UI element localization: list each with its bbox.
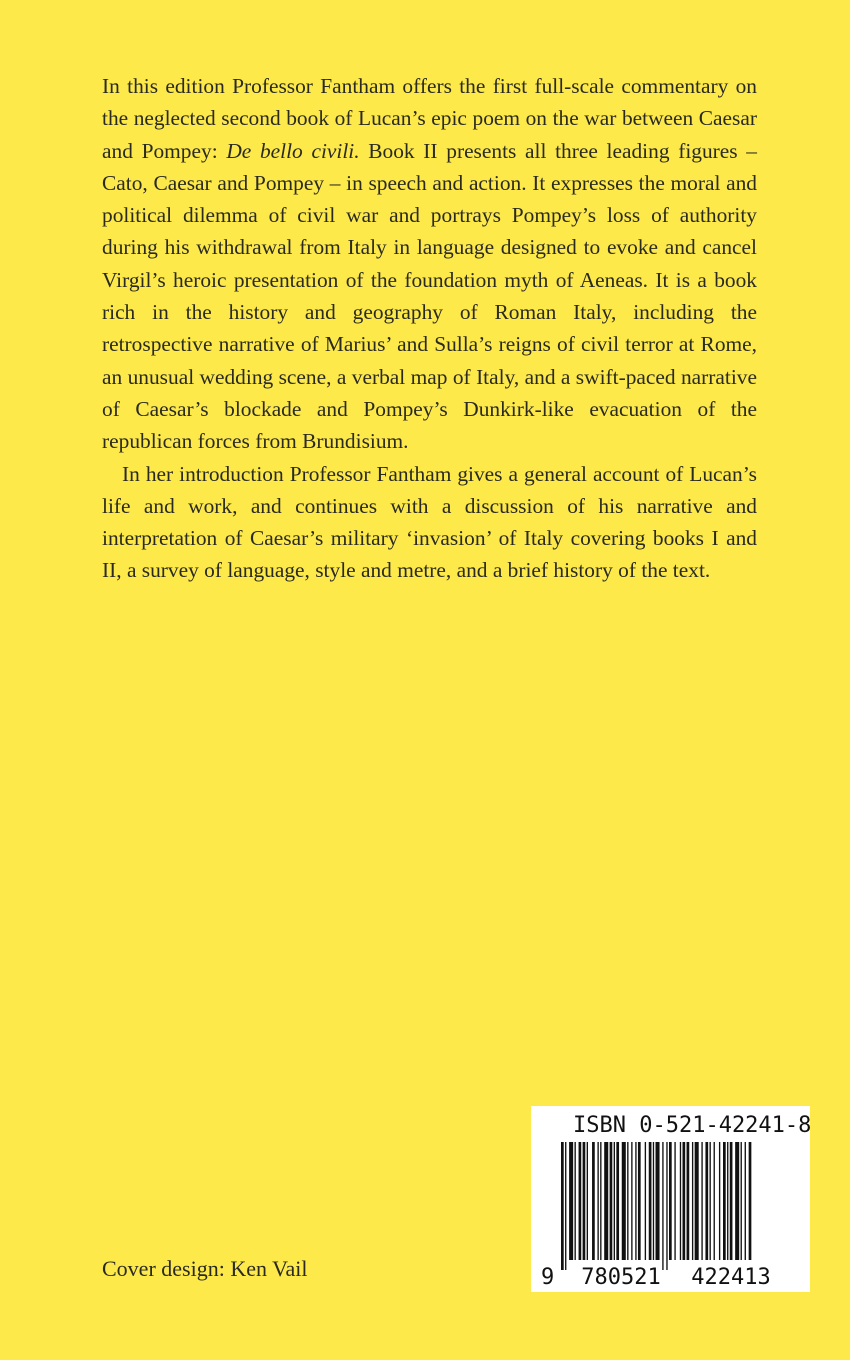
barcode-bar	[730, 1142, 733, 1260]
barcode-bar	[669, 1142, 672, 1260]
barcode-bar	[723, 1142, 726, 1260]
barcode-bar	[575, 1142, 576, 1260]
description-p1-intro: In this edition Professor Fantham offers the first full-scale commentary on the neglected second book of Lucan’s epic poem on the war between Caesar and Pompey:	[102, 74, 757, 163]
back-cover-description	[102, 70, 757, 587]
barcode-bar	[710, 1142, 711, 1260]
barcode-bar	[631, 1142, 632, 1260]
barcode-bar	[645, 1142, 646, 1260]
barcode-digits-left: 780521	[581, 1265, 661, 1290]
barcode-bar	[635, 1142, 636, 1260]
barcode-bar	[561, 1142, 564, 1270]
barcode-bar	[692, 1142, 693, 1260]
description-p1-rest: Book II presents all three leading figures – Cato, Caesar and Pompey – in speech and action. It expresses the moral and political dilemma of civil war and portrays Pompey’s loss of authority during his withdrawal from Italy in language designed to evoke and cancel Virgil’s heroic presentation of the foundation myth of Aeneas. It is a book rich in the history and geography of Roman Italy, including the retrospective narrative of Marius’ and Sulla’s reigns of civil terror at Rome, an unusual wedding scene, a verbal map of Italy, and a swift-paced narrative of Caesar’s blockade and Pompey’s Dunkirk-like evacuation of the republican forces from Brundisium.	[102, 138, 757, 454]
barcode-bar	[600, 1142, 601, 1260]
barcode-bar	[695, 1142, 699, 1260]
barcode-digits-right: 422413	[691, 1265, 771, 1290]
barcode-bar	[683, 1142, 686, 1260]
barcode-bar	[653, 1142, 654, 1260]
barcode-digit-lead: 9	[541, 1265, 555, 1290]
barcode-bar	[735, 1142, 739, 1260]
barcode-bar	[714, 1142, 715, 1260]
cover-design-credit: Cover design: Ken Vail	[102, 1256, 308, 1281]
barcode-bar	[610, 1142, 613, 1260]
barcode-bar	[622, 1142, 626, 1260]
barcode-bar	[565, 1142, 566, 1270]
barcode-bar	[569, 1142, 573, 1260]
barcode-bar	[749, 1142, 752, 1260]
isbn-label: ISBN 0-521-42241-8	[573, 1113, 812, 1138]
work-title: De bello civili.	[226, 138, 360, 163]
barcode-bar	[656, 1142, 660, 1260]
barcode-bars	[561, 1142, 751, 1270]
barcode-bar	[674, 1142, 675, 1260]
barcode-bar	[587, 1142, 588, 1260]
barcode-bar	[741, 1142, 742, 1260]
barcode-bar	[583, 1142, 586, 1260]
barcode-bar	[745, 1142, 746, 1260]
barcode-bar	[649, 1142, 652, 1260]
barcode-bar	[687, 1142, 690, 1260]
barcode-bar	[701, 1142, 702, 1260]
barcode-bar	[592, 1142, 595, 1260]
barcode-bar	[614, 1142, 615, 1260]
barcode-bar	[604, 1142, 608, 1260]
barcode-bar	[666, 1142, 667, 1270]
barcode-bar	[616, 1142, 619, 1260]
barcode-bar	[627, 1142, 628, 1260]
barcode-bar	[662, 1142, 663, 1270]
description-paragraph-2: In her introduction Professor Fantham gives a general account of Lucan’s life and work, and continues with a discussion of his narrative and interpretation of Caesar’s military ‘invasion’ of Italy covering books I and II, a survey of language, style and metre, and a brief history of the text.	[102, 461, 757, 583]
description-paragraph-1	[102, 70, 757, 458]
barcode-bar	[597, 1142, 598, 1260]
isbn-barcode	[531, 1106, 810, 1292]
barcode-bar	[680, 1142, 681, 1260]
barcode-bar	[719, 1142, 720, 1260]
barcode-bar	[705, 1142, 708, 1260]
barcode-bar	[579, 1142, 582, 1260]
barcode-bar	[727, 1142, 728, 1260]
barcode-bar	[638, 1142, 641, 1260]
